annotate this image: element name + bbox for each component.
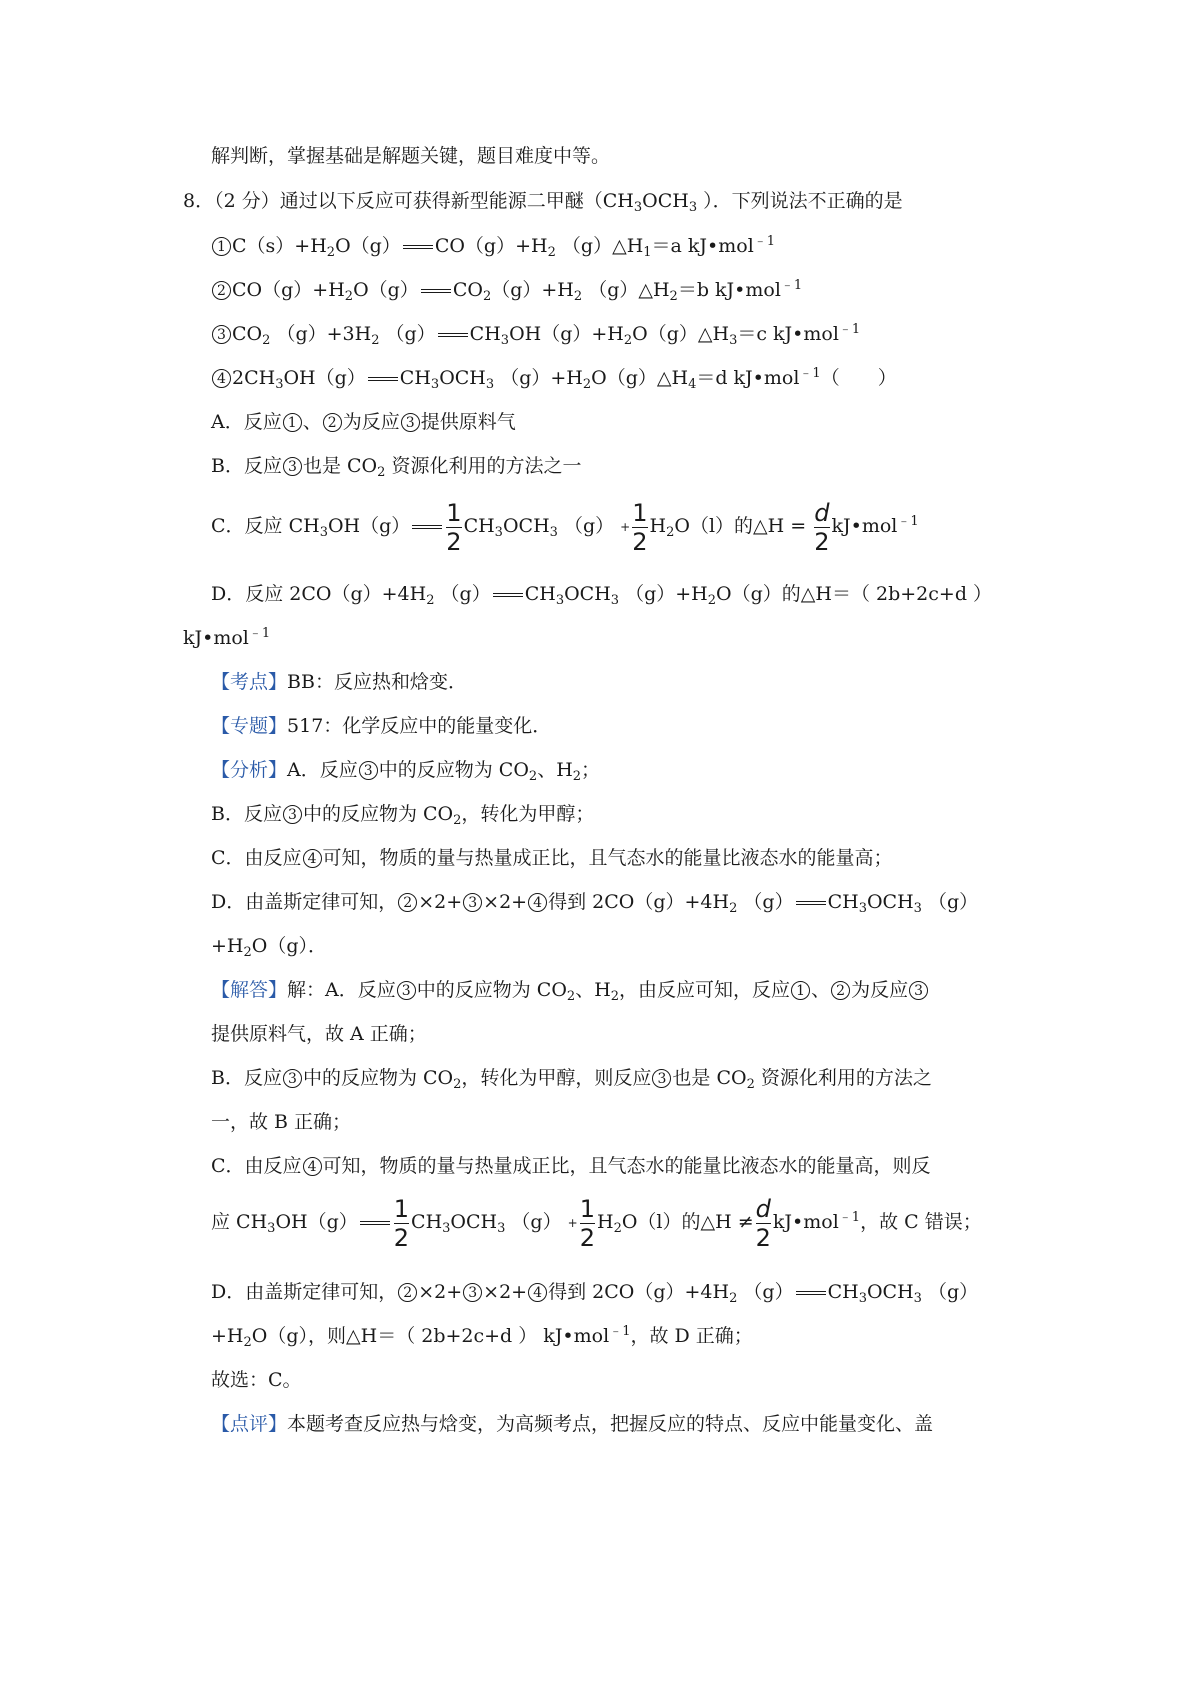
subscript: 3 [442,1221,451,1236]
numerator: 1 [632,498,648,527]
subscript: 3 [485,377,495,392]
analysis-text: A．反应 [287,759,358,781]
analysis-text: ，转化为甲醇； [461,803,595,825]
solution-text: OH（g） [275,1211,358,1233]
stem-text: 通过以下反应可获得新型能源二甲醚（CH [279,190,634,212]
circled-number: 4 [303,849,322,868]
circled-number: 3 [652,1069,671,1088]
reaction-text: O（g）△H [632,323,730,345]
subscript: 3 [430,377,440,392]
reaction-text: （g）+3H [270,323,372,345]
circled-number: 4 [303,1157,322,1176]
subscript: 3 [729,333,738,348]
fraction-one-half [394,1195,409,1252]
text-line-top: 解判断，掌握基础是解题关键，题目难度中等。 [211,145,611,167]
solution-text: D．由盖斯定律可知， [211,1281,398,1303]
option-text: O（l）的△H [674,515,785,537]
circled-number: 3 [397,981,416,1000]
reaction-text: （g）+H [494,367,583,389]
analysis-text: （g） [921,891,979,913]
double-equals-sign [412,525,442,529]
fraction-one-half [446,499,461,556]
subscript: 2 [371,333,380,348]
subscript: 2 [669,289,678,304]
solution-text: 也是 CO [672,1067,747,1089]
option-text: CH [463,515,495,537]
option-text: O（g）的△H＝（ 2b+2c+d ） [716,583,993,605]
reaction-text: ＝a kJ•mol [651,235,754,257]
option-text: A．反应 [211,411,282,433]
solution-text: O（l）的△H ≠ [621,1211,754,1233]
reaction-text: CH [469,323,501,345]
option-text: （g）+H [619,583,708,605]
option-text: 资源化利用的方法之一 [385,455,582,477]
analysis-text: D．由盖斯定律可知， [211,891,398,913]
option-text: （g） [434,583,491,605]
subscript: 3 [913,1291,922,1306]
superscript: ﹣1 [838,322,861,337]
superscript: ﹣1 [799,366,821,381]
analysis-text: B．反应 [211,803,282,825]
dianping-text: 本题考查反应热与焓变，为高频考点，把握反应的特点、反应中能量变化、盖 [287,1413,934,1435]
option-text: 提供原料气 [420,411,516,433]
reaction-text: （g）+H [491,279,574,301]
circled-number: 2 [212,281,231,300]
subscript: 2 [377,465,386,480]
solution-text: 中的反应物为 CO [416,979,567,1001]
numerator: d [755,1194,771,1223]
option-text: 也是 CO [302,455,378,477]
superscript: ﹣1 [838,1210,861,1225]
subscript: 2 [572,769,582,784]
solution-text: 得到 2CO（g）+4H [548,1281,730,1303]
section-tag: 【解答】 [211,979,288,1001]
fraction-one-half [632,499,647,556]
numerator: d [814,498,830,527]
subscript: 3 [549,525,558,540]
reaction-text: CO [232,323,263,345]
circled-number: 3 [283,805,302,824]
reaction-text: OCH [439,367,486,389]
reaction-text: OH（g）+H [509,323,624,345]
plus-sign: + [567,1216,578,1230]
solution-text: ，故 C 错误； [860,1211,982,1233]
reaction-text: C（s）+H [232,235,327,257]
reaction-text: O（g） [335,235,401,257]
jieda-c [211,1152,931,1180]
circled-number: 4 [528,1283,547,1302]
reaction-text: （g） [379,323,436,345]
subscript: 2 [528,769,538,784]
jieda-c-cont [211,1190,982,1255]
solution-text: （g） [921,1281,979,1303]
solution-text: +H [211,1325,244,1347]
numerator: 1 [446,498,462,527]
subscript: 2 [262,333,271,348]
solution-text: kJ•mol [772,1211,839,1233]
fenxi-b [211,800,594,828]
superscript: ﹣1 [897,514,919,529]
circled-number: 3 [463,893,482,912]
denominator: 2 [579,1223,595,1252]
analysis-text: 得到 2CO（g）+4H [548,891,730,913]
subscript: 3 [858,1291,867,1306]
reaction-4 [211,364,897,392]
solution-text: 解：A．反应 [287,979,396,1001]
solution-text: CH [827,1281,859,1303]
reaction-text: CH [399,367,431,389]
option-a [211,408,516,436]
subscript: 3 [633,200,643,215]
analysis-text: 中的反应物为 CO [378,759,529,781]
fraction-one-half [580,1195,595,1252]
solution-text: 提供原料气，故 A 正确； [211,1023,427,1045]
reaction-text: CO（g）+H [434,235,548,257]
subscript: 3 [494,525,503,540]
fenxi-a [211,756,600,784]
solution-text: 中的反应物为 CO [302,1067,454,1089]
option-c: C．反应 $CH_3OH(g)$ $\frac{1}{2}$ $CH_3OCH_3$ （g） + $\frac{1}{2}$ $H_2O(l)$的△H = $\frac{d}{2}$ kJ•mol$^{﹣1}$ [211,498,919,556]
subscript: 2 [547,245,556,260]
option-text: OCH [502,515,550,537]
solution-text: B．反应 [211,1067,282,1089]
question-8-stem [183,187,903,215]
denominator: 2 [446,527,462,556]
subscript: 2 [243,1335,252,1350]
plus-sign: + [620,520,631,534]
option-text: 、 [302,411,322,433]
jieda-b [211,1064,932,1092]
option-d-cont [183,624,270,652]
reaction-2 [211,276,802,304]
option-text: 为反应 [342,411,400,433]
option-text: B．反应 [211,455,282,477]
superscript: ﹣1 [248,626,271,641]
section-tag: 【考点】 [211,671,288,693]
circled-number: 3 [359,761,378,780]
jieda-b-cont [211,1108,351,1136]
option-text: kJ•mol [183,627,249,649]
double-equals-sign [493,593,523,597]
subscript: 2 [623,333,633,348]
circled-number: 2 [398,1283,417,1302]
circled-number: 2 [831,981,850,1000]
subscript: 2 [613,1221,622,1236]
fenxi-d-cont [211,932,327,960]
analysis-text: ×2+ [418,891,463,913]
subscript: 2 [729,901,738,916]
subscript: 2 [582,377,592,392]
option-b [211,452,581,480]
stem-text: ）．下列说法不正确的是 [697,190,903,212]
reaction-text: 2CH [232,367,276,389]
analysis-text: ×2+ [483,891,528,913]
question-number: 8． [183,190,215,212]
solution-text: H [596,1211,614,1233]
subscript: 2 [729,1291,738,1306]
double-equals-sign [796,1291,826,1295]
section-tag: 【分析】 [211,759,288,781]
subscript: 2 [566,989,576,1004]
subscript: 3 [497,1221,506,1236]
solution-text: 、 [811,979,831,1001]
subscript: 3 [275,377,284,392]
solution-text: OCH [450,1211,498,1233]
kaodian-line [211,668,467,696]
circled-number: 2 [323,413,342,432]
double-equals-sign [368,377,398,381]
subscript: 3 [500,333,510,348]
denominator: 2 [393,1223,410,1252]
jieda-conclusion: 故选：C。 [211,1369,302,1391]
double-equals-sign [403,245,433,249]
circled-number: 4 [528,893,547,912]
kaodian-text: BB：反应热和焓变． [287,671,467,693]
section-tag: 【点评】 [211,1413,288,1435]
solution-text: 为反应 [851,979,909,1001]
subscript: 2 [243,945,252,960]
analysis-text: 中的反应物为 CO [302,803,454,825]
solution-text: 应 CH [211,1211,268,1233]
stem-text: OCH [642,190,689,212]
subscript: 2 [453,1077,462,1092]
subscript: 2 [426,593,435,608]
analysis-text: ； [581,759,601,781]
double-equals-sign [438,333,468,337]
subscript: 3 [555,593,565,608]
subscript: 2 [666,525,675,540]
circled-number: 1 [791,981,810,1000]
reaction-text: CO [452,279,483,301]
analysis-text: C．由反应 [211,847,302,869]
double-equals-sign [421,289,451,293]
option-text: CH [524,583,556,605]
subscript: 4 [688,377,697,392]
reaction-text: CO（g）+H [232,279,345,301]
analysis-text: （g） [737,891,794,913]
subscript: 3 [858,901,867,916]
subscript: 2 [344,289,354,304]
dianping-line [211,1410,933,1438]
zhuanti-text: 517：化学反应中的能量变化． [287,715,552,737]
analysis-text: +H [211,935,244,957]
solution-text: 可知，物质的量与热量成正比，且气态水的能量比液态水的能量高，则反 [322,1155,931,1177]
option-text: OCH [564,583,611,605]
reaction-1 [211,232,775,260]
option-d [211,580,992,608]
solution-text: CH [411,1211,443,1233]
option-text: kJ•mol [831,515,898,537]
analysis-text: 可知，物质的量与热量成正比，且气态水的能量比液态水的能量高； [322,847,893,869]
reaction-text: OH（g） [283,367,366,389]
option-text: H [649,515,667,537]
jieda-d-cont [211,1322,753,1350]
reaction-text: ＝c kJ•mol [737,323,839,345]
numerator: 1 [579,1194,595,1223]
answer-blank: （ ） [820,367,897,389]
solution-text: （g） [505,1211,568,1233]
subscript: 2 [482,289,492,304]
jieda-a [211,976,929,1004]
subscript: 3 [913,901,922,916]
subscript: 3 [267,1221,276,1236]
numerator: 1 [393,1194,410,1223]
double-equals-sign [796,901,826,905]
solution-text: C．由反应 [211,1155,302,1177]
section-tag: 【专题】 [211,715,288,737]
subscript: 2 [326,245,336,260]
fraction-d-half [814,499,829,556]
reaction-text: （g）△H [555,235,644,257]
solution-text: ×2+ [418,1281,463,1303]
question-score: （2 分） [214,190,280,212]
jieda-d [211,1278,978,1306]
subscript: 2 [707,593,717,608]
double-equals-sign [360,1221,390,1225]
superscript: ﹣1 [780,278,803,293]
subscript: 2 [453,813,462,828]
circled-number: 1 [212,237,231,256]
option-text: D．反应 2CO（g）+4H [211,583,427,605]
circled-number: 2 [398,893,417,912]
reaction-text: ＝b kJ•mol [677,279,781,301]
circled-number: 4 [212,369,231,388]
superscript: ﹣1 [609,1324,631,1339]
reaction-text: O（g） [353,279,419,301]
option-text: C．反应 CH [211,515,320,537]
analysis-text: O（g）． [251,935,328,957]
option-text: （g） [557,515,621,537]
solution-text: ×2+ [483,1281,528,1303]
analysis-text: OCH [866,891,914,913]
circled-number: 1 [283,413,302,432]
subscript: 2 [610,989,620,1004]
option-text: OH（g） [327,515,411,537]
solution-text: 、H [575,979,611,1001]
circled-number: 3 [283,457,302,476]
solution-text: （g） [737,1281,794,1303]
superscript: ﹣1 [753,234,776,249]
circled-number: 3 [463,1283,482,1302]
jieda-a-cont [211,1020,427,1048]
solution-text: 资源化利用的方法之 [754,1067,932,1089]
fenxi-d [211,888,978,916]
solution-text: O（g），则△H＝（ 2b+2c+d ） kJ•mol [251,1325,610,1347]
solution-text: OCH [866,1281,914,1303]
reaction-text: O（g）△H [591,367,689,389]
analysis-text: 、H [537,759,573,781]
circled-number: 3 [212,325,231,344]
subscript: 2 [746,1077,755,1092]
zhuanti-line [211,712,551,740]
subscript: 3 [610,593,620,608]
solution-text: ，故 D 正确； [630,1325,753,1347]
circled-number: 3 [909,981,928,1000]
subscript: 1 [643,245,652,260]
fraction-d-half [756,1195,771,1252]
subscript: 2 [573,289,583,304]
denominator: 2 [814,527,830,556]
reaction-text: （g）△H [582,279,670,301]
analysis-text: CH [827,891,859,913]
circled-number: 3 [283,1069,302,1088]
denominator: 2 [755,1223,771,1252]
fenxi-c [211,844,893,872]
solution-text: 一，故 B 正确； [211,1111,352,1133]
subscript: 3 [688,200,698,215]
reaction-3 [211,320,860,348]
circled-number: 3 [401,413,420,432]
solution-text: ，由反应可知，反应 [619,979,791,1001]
denominator: 2 [632,527,648,556]
solution-text: ，转化为甲醇，则反应 [461,1067,652,1089]
reaction-text: ＝d kJ•mol [696,367,800,389]
subscript: 3 [319,525,328,540]
